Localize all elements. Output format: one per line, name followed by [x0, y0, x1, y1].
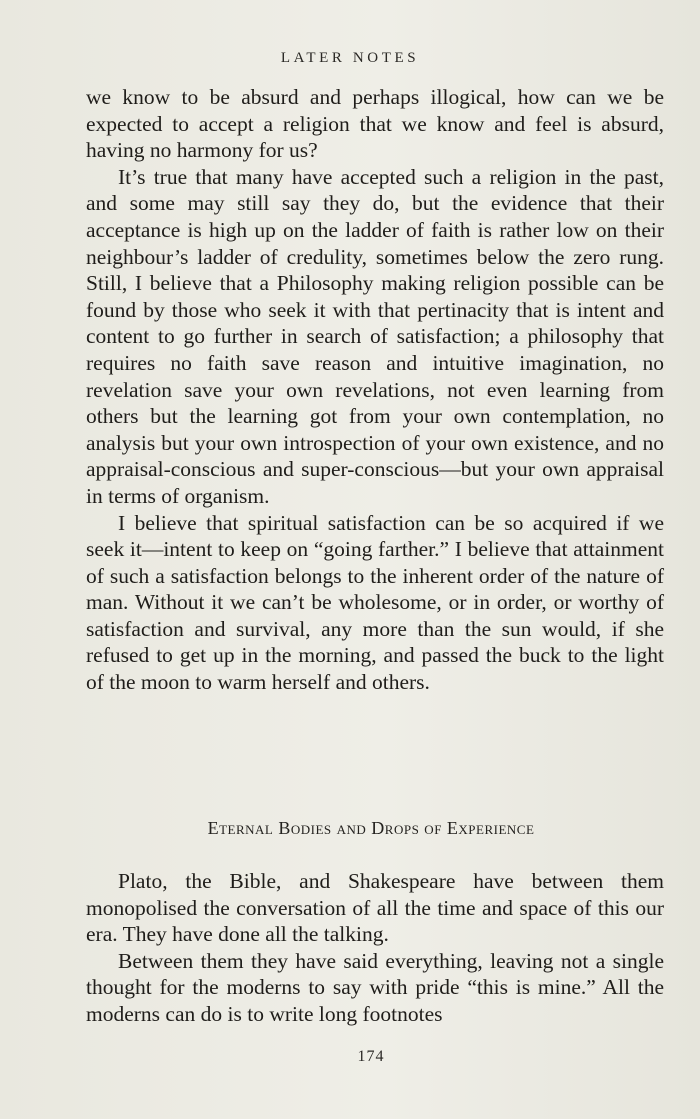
running-head: LATER NOTES [280, 50, 420, 66]
paragraph: Between them they have said everything, leaving not a single thought for the moderns to say with pride “this is mine.” All the moderns can do is to write long footnotes [86, 948, 664, 1026]
main-text-block [86, 84, 664, 696]
section-text-block [86, 868, 664, 1028]
section-title: Eternal Bodies and Drops of Experience [207, 818, 535, 838]
paragraph: Plato, the Bible, and Shakespeare have between them monopolised the conversation of all the time and space of this our era. They have done all the talking. [86, 869, 664, 947]
paragraph: It’s true that many have accepted such a religion in the past, and some may still say they do, but the evidence that their acceptance is high up on the ladder of faith is rather low on their neighbour’s ladder of credulity, sometimes below the zero rung. Still, I believe that a Philosophy making religion possible can be found by those who seek it with that pertinacity that is intent and content to go further in search of satisfaction; a philosophy that requires no faith save reason and intuitive imagination, no revelation save your own revelations, not even learning from others but the learning got from your own contemplation, no analysis but your own introspection of your own existence, and no appraisal-conscious and super-conscious—but your own appraisal in terms of organism. [86, 164, 664, 508]
paragraph-continuation: we know to be absurd and perhaps illogical, how can we be expected to accept a religion that we know and feel is absurd, having no harmony for us? [86, 85, 664, 163]
paragraph: I believe that spiritual satisfaction can be so acquired if we seek it—intent to keep on “going farther.” I believe that attainment of such a satisfaction belongs to the inherent order of the nature of man. Without it we can’t be wholesome, or in order, or worthy of satisfaction and survival, any more than the sun would, if she refused to get up in the morning, and passed the buck to the light of the moon to warm herself and others. [86, 510, 664, 695]
page-number: 174 [357, 1048, 385, 1065]
